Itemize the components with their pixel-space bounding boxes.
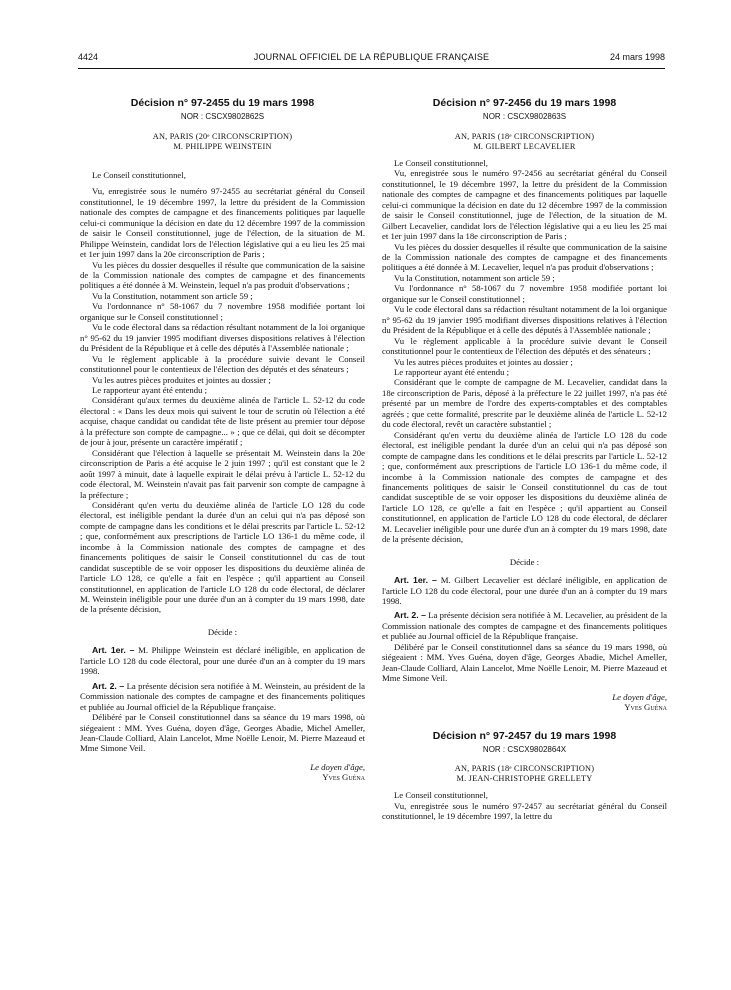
paragraph: Vu, enregistrée sous le numéro 97-2455 au secrétariat général du Conseil constitutionnel, le 19 décembre 1997, la lettre du président de la Commission nationale des comptes de campagne et des financements politiques par laquelle celui-ci communique la décision en date du 12 décembre 1997 de la commission de saisir le Conseil constitutionnel, juge de l'élection, de la situation de M. Philippe Weinstein, candidat lors de l'élection législative qui a eu lieu les 25 mai et 1er juin 1997 dans la 20e circonscription de Paris ;	[80, 186, 365, 260]
nor-reference: NOR : CSCX9802862S	[180, 112, 265, 122]
paragraph: Le Conseil constitutionnel,	[394, 790, 488, 801]
nor-reference: NOR : CSCX9802863S	[482, 112, 567, 122]
article-label: Art. 2. –	[92, 680, 125, 691]
signature-name: Yves Guéna	[322, 772, 365, 783]
paragraph: Considérant qu'en vertu du deuxième alinéa de l'article LO 128 du code électoral, est inéligible pendant la durée d'un an celui qui n'a pas déposé son compte de campagne dans les conditions et le délai prescrits par l'article L. 52-12 ; que, conformément aux prescriptions de l'article LO 136-1 du même code, il incombe à la Commission nationale des comptes de campagne et des financements politiques de saisir le Conseil constitutionnel du cas de tout candidat susceptible de se voir opposer les dispositions du deuxième alinéa de l'article LO 128, ce qu'elle a fait en l'espèce ; qu'il appartient au Conseil constitutionnel, en application de l'article LO 128 du code électoral, de déclarer M. Weinstein inéligible pour une durée d'un an à compter du 19 mars 1998, date de la présente décision,	[80, 499, 365, 615]
candidate-name: M. GILBERT LECAVELIER	[473, 141, 576, 151]
circonscription: AN, PARIS (18ᵉ CIRCONSCRIPTION)	[454, 764, 595, 774]
paragraph: Vu le code électoral dans sa rédaction résultant notamment de la loi organique n° 95-62 du 19 janvier 1995 modifiant diverses dispositions relatives à l'élection du Président de la République et à celle des députés à l'Assemblée nationale ;	[382, 304, 667, 336]
page-number: 4424	[78, 52, 99, 62]
signature	[80, 762, 365, 783]
signature-name: Yves Guéna	[624, 702, 667, 713]
article-label: Art. 1er. –	[394, 575, 437, 586]
article-text: M. Gilbert Lecavelier est déclaré inéligible, en application de l'article LO 128 du code électoral, pour une durée d'un an à compter du 19 mars 1998.	[382, 575, 668, 607]
decision-title: Décision n° 97-2457 du 19 mars 1998	[432, 729, 617, 742]
column-left	[80, 98, 365, 783]
candidate-name: M. PHILIPPE WEINSTEIN	[173, 141, 272, 151]
paragraph: Vu les pièces du dossier desquelles il résulte que communication de la saisine de la Commission nationale des comptes de campagne et des financements politiques a été donnée à M. Weinstein, lequel n'a pas produit d'observations ;	[80, 259, 365, 291]
journal-title: JOURNAL OFFICIEL DE LA RÉPUBLIQUE FRANÇAISE	[253, 52, 490, 62]
paragraph: Vu les autres pièces produites et jointes au dossier ;	[394, 356, 573, 367]
paragraph: Vu la Constitution, notamment son article 59 ;	[92, 290, 253, 301]
decision-title: Décision n° 97-2456 du 19 mars 1998	[432, 97, 617, 109]
circonscription: AN, PARIS (18ᵉ CIRCONSCRIPTION)	[454, 131, 595, 141]
deliberation: Délibéré par le Conseil constitutionnel dans sa séance du 19 mars 1998, où siégeaient : MM. Yves Guéna, doyen d'âge, Georges Abadie, Michel Ameller, Jean-Claude Colliard, Alain Lancelot, Mme Noëlle Lenoir, M. Pierre Mazeaud et Mme Simone Veil.	[80, 712, 365, 754]
article-label: Art. 1er. –	[92, 645, 135, 656]
paragraph: Considérant que l'élection à laquelle se présentait M. Weinstein dans la 20e circonscription de Paris a été acquise le 2 juin 1997 ; qu'il est constant que le 2 août 1997 à minuit, date à laquelle expirait le délai prévu à l'article L. 52-12 du code électoral, M. Weinstein n'avait pas fait parvenir son compte de campagne à la préfecture ;	[80, 447, 365, 500]
decide-heading: Décide :	[509, 556, 540, 567]
paragraph: Le Conseil constitutionnel,	[92, 169, 186, 180]
signature-role: Le doyen d'âge,	[612, 691, 667, 702]
nor-reference: NOR : CSCX9802864X	[482, 745, 567, 755]
paragraph: Vu la Constitution, notamment son article 59 ;	[394, 272, 555, 283]
article-1	[382, 575, 667, 606]
paragraph: Vu, enregistrée sous le numéro 97-2456 au secrétariat général du Conseil constitutionnel, le 19 décembre 1997, la lettre du président de la Commission nationale des comptes de campagne et des financements politiques par laquelle celui-ci communique la décision en date du 12 décembre 1997 de la commission de saisir le Conseil constitutionnel, juge de l'élection, de la situation de M. Gilbert Lecavelier, candidat lors de l'élection législative qui a eu lieu les 25 mai et 1er juin 1997 dans la 18e circonscription de Paris ;	[382, 168, 667, 242]
article-2	[382, 610, 667, 641]
paragraph: Vu, enregistrée sous le numéro 97-2457 au secrétariat général du Conseil constitutionnel, le 19 décembre 1997, la lettre du	[382, 800, 667, 822]
paragraph: Vu l'ordonnance n° 58-1067 du 7 novembre 1958 modifiée portant loi organique sur le Conseil constitutionnel ;	[80, 301, 365, 322]
decision-title: Décision n° 97-2455 du 19 mars 1998	[130, 97, 315, 109]
paragraph: Considérant qu'en vertu du deuxième alinéa de l'article LO 128 du code électoral, est inéligible pendant la durée d'un an celui qui n'a pas déposé son compte de campagne dans les conditions et le délai prescrits par l'article L. 52-12 ; que, conformément aux prescriptions de l'article LO 136-1 du même code, il incombe à la Commission nationale des comptes de campagne et des financements politiques de saisir le Conseil constitutionnel du cas de tout candidat susceptible de se voir opposer les dispositions du deuxième alinéa de l'article LO 128, ce qu'elle a fait en l'espèce ; qu'il appartient au Conseil constitutionnel, en application de l'article LO 128 du code électoral, de déclarer M. Lecavelier inéligible pour une durée d'un an à compter du 19 mars 1998, date de la présente décision,	[382, 429, 667, 545]
paragraph: Considérant que le compte de campagne de M. Lecavelier, candidat dans la 18e circonscription de Paris, déposé à la préfecture le 22 juillet 1997, n'a pas été présenté par un membre de l'ordre des experts-comptables et des comptables agréés ; que cette formalité, prescrite par le deuxième alinéa de l'article L. 52-12 du code électoral, revêt un caractère substantiel ;	[382, 377, 667, 430]
decide-heading: Décide :	[207, 626, 238, 637]
signature	[382, 692, 667, 713]
deliberation: Délibéré par le Conseil constitutionnel dans sa séance du 19 mars 1998, où siégeaient : MM. Yves Guéna, doyen d'âge, Georges Abadie, Michel Ameller, Jean-Claude Colliard, Alain Lancelot, Mme Noëlle Lenoir, M. Pierre Mazeaud et Mme Simone Veil.	[382, 641, 667, 684]
paragraph: Vu le règlement applicable à la procédure suivie devant le Conseil constitutionnel pour le contentieux de l'élection des députés et des sénateurs ;	[382, 335, 667, 357]
paragraph: Le rapporteur ayant été entendu ;	[92, 384, 208, 395]
paragraph: Le rapporteur ayant été entendu ;	[394, 366, 510, 377]
paragraph: Vu le code électoral dans sa rédaction résultant notamment de la loi organique n° 95-62 du 19 janvier 1995 modifiant diverses dispositions relatives à l'élection du Président de la République et à celle des députés à l'Assemblée nationale ;	[80, 322, 365, 354]
paragraph: Vu les pièces du dossier desquelles il résulte que communication de la saisine de la Commission nationale des comptes de campagne et des financements politiques a été donnée à M. Lecavelier, lequel n'a pas produit d'observations ;	[382, 241, 667, 273]
article-1	[80, 645, 365, 676]
column-right	[382, 98, 667, 822]
circonscription: AN, PARIS (20ᵉ CIRCONSCRIPTION)	[152, 131, 293, 141]
article-text: La présente décision sera notifiée à M. Weinstein, au président de la Commission nationale des comptes de campagne et des financements politiques et publiée au Journal officiel de la République française.	[80, 680, 365, 712]
paragraph: Le Conseil constitutionnel,	[394, 157, 488, 168]
paragraph: Vu les autres pièces produites et jointes au dossier ;	[92, 374, 271, 385]
article-2	[80, 681, 365, 712]
paragraph: Vu le règlement applicable à la procédure suivie devant le Conseil constitutionnel pour le contentieux de l'élection des députés et des sénateurs ;	[80, 353, 365, 375]
signature-role: Le doyen d'âge,	[310, 761, 365, 772]
header-rule	[78, 68, 665, 69]
article-text: M. Philippe Weinstein est déclaré inéligible, en application de l'article LO 128 du code électoral, pour une durée d'un an à compter du 19 mars 1998.	[80, 645, 365, 677]
article-label: Art. 2. –	[394, 610, 426, 621]
page-header	[78, 52, 665, 66]
article-text: La présente décision sera notifiée à M. Lecavelier, au président de la Commission nationale des comptes de campagne et des financements politiques et publiée au Journal officiel de la République française.	[382, 610, 668, 642]
issue-date: 24 mars 1998	[609, 52, 665, 62]
paragraph: Vu l'ordonnance n° 58-1067 du 7 novembre 1958 modifiée portant loi organique sur le Conseil constitutionnel ;	[382, 283, 667, 304]
paragraph: Considérant qu'aux termes du deuxième alinéa de l'article L. 52-12 du code électoral : « Dans les deux mois qui suivent le tour de scrutin où l'élection a été acquise, chaque candidat ou candidat tête de liste présent au premier tour dépose à la préfecture son compte de campagne... » ; que ce délai, qui doit se décompter de jour à jour, présente un caractère impératif ;	[80, 395, 365, 448]
candidate-name: M. JEAN-CHRISTOPHE GRELLETY	[456, 774, 593, 784]
